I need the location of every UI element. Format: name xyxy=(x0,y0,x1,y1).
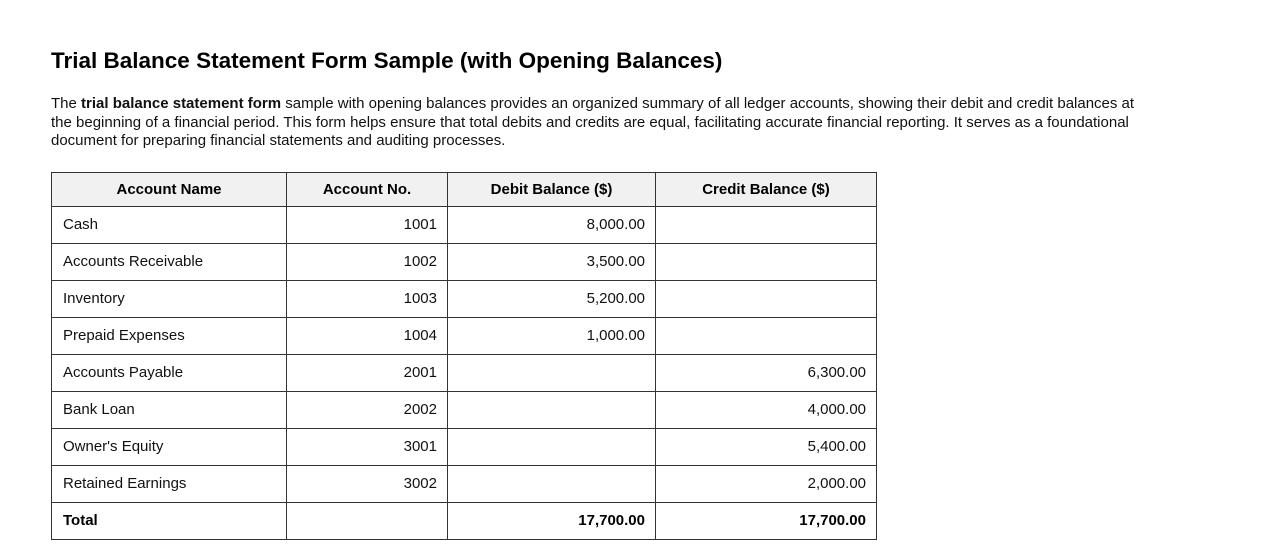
cell-debit-balance xyxy=(448,428,656,465)
table-body xyxy=(52,206,877,539)
intro-bold-phrase: trial balance statement form xyxy=(81,95,282,112)
column-header-debit-balance: Debit Balance ($) xyxy=(448,172,656,206)
cell-account-no: 3002 xyxy=(287,465,448,502)
cell-debit-balance: 3,500.00 xyxy=(448,243,656,280)
cell-account-no: 3001 xyxy=(287,428,448,465)
table-total-row xyxy=(52,502,877,539)
cell-account-name: Inventory xyxy=(52,280,287,317)
cell-account-name: Cash xyxy=(52,206,287,243)
cell-credit-balance: 5,400.00 xyxy=(656,428,877,465)
cell-account-no: 1003 xyxy=(287,280,448,317)
cell-credit-balance xyxy=(656,243,877,280)
table-row xyxy=(52,354,877,391)
intro-line-1 xyxy=(51,95,1238,114)
cell-credit-balance xyxy=(656,280,877,317)
cell-credit-balance xyxy=(656,317,877,354)
cell-credit-balance: 2,000.00 xyxy=(656,465,877,502)
cell-total-debit: 17,700.00 xyxy=(448,502,656,539)
page-title: Trial Balance Statement Form Sample (with Opening Balances) xyxy=(51,48,723,73)
table-row xyxy=(52,280,877,317)
table-row xyxy=(52,243,877,280)
cell-account-name: Bank Loan xyxy=(52,391,287,428)
column-header-account-name: Account Name xyxy=(52,172,287,206)
table-row xyxy=(52,391,877,428)
cell-account-name: Prepaid Expenses xyxy=(52,317,287,354)
cell-account-name: Retained Earnings xyxy=(52,465,287,502)
cell-total-label: Total xyxy=(52,502,287,539)
column-header-account-no: Account No. xyxy=(287,172,448,206)
cell-debit-balance: 5,200.00 xyxy=(448,280,656,317)
cell-debit-balance: 1,000.00 xyxy=(448,317,656,354)
cell-account-no: 1001 xyxy=(287,206,448,243)
table-header xyxy=(52,172,877,206)
cell-account-name: Accounts Payable xyxy=(52,354,287,391)
cell-credit-balance: 4,000.00 xyxy=(656,391,877,428)
trial-balance-table xyxy=(51,172,877,540)
cell-credit-balance xyxy=(656,206,877,243)
cell-account-name: Accounts Receivable xyxy=(52,243,287,280)
table-header-row xyxy=(52,172,877,206)
table-row xyxy=(52,206,877,243)
cell-debit-balance xyxy=(448,354,656,391)
table-row xyxy=(52,317,877,354)
column-header-credit-balance: Credit Balance ($) xyxy=(656,172,877,206)
table-row xyxy=(52,465,877,502)
intro-line-3: document for preparing financial statements and auditing processes. xyxy=(51,132,506,149)
intro-line1-prefix: The xyxy=(51,95,82,112)
cell-account-no: 1004 xyxy=(287,317,448,354)
cell-account-no: 2001 xyxy=(287,354,448,391)
cell-total-account-no xyxy=(287,502,448,539)
cell-debit-balance xyxy=(448,465,656,502)
intro-line-2: the beginning of a financial period. This form helps ensure that total debits and credits are equal, facilitating accurate financial reporting. It serves as a foundational xyxy=(51,113,1129,131)
cell-credit-balance: 6,300.00 xyxy=(656,354,877,391)
table-row xyxy=(52,428,877,465)
cell-debit-balance xyxy=(448,391,656,428)
cell-total-credit: 17,700.00 xyxy=(656,502,877,539)
cell-account-no: 1002 xyxy=(287,243,448,280)
cell-account-no: 2002 xyxy=(287,391,448,428)
document-page xyxy=(0,48,1278,540)
cell-account-name: Owner's Equity xyxy=(52,428,287,465)
intro-line1-rest: sample with opening balances provides an organized summary of all ledger accounts, showing their debit and credit balances at xyxy=(281,95,1135,112)
cell-debit-balance: 8,000.00 xyxy=(448,206,656,243)
intro-paragraph xyxy=(51,95,1238,151)
